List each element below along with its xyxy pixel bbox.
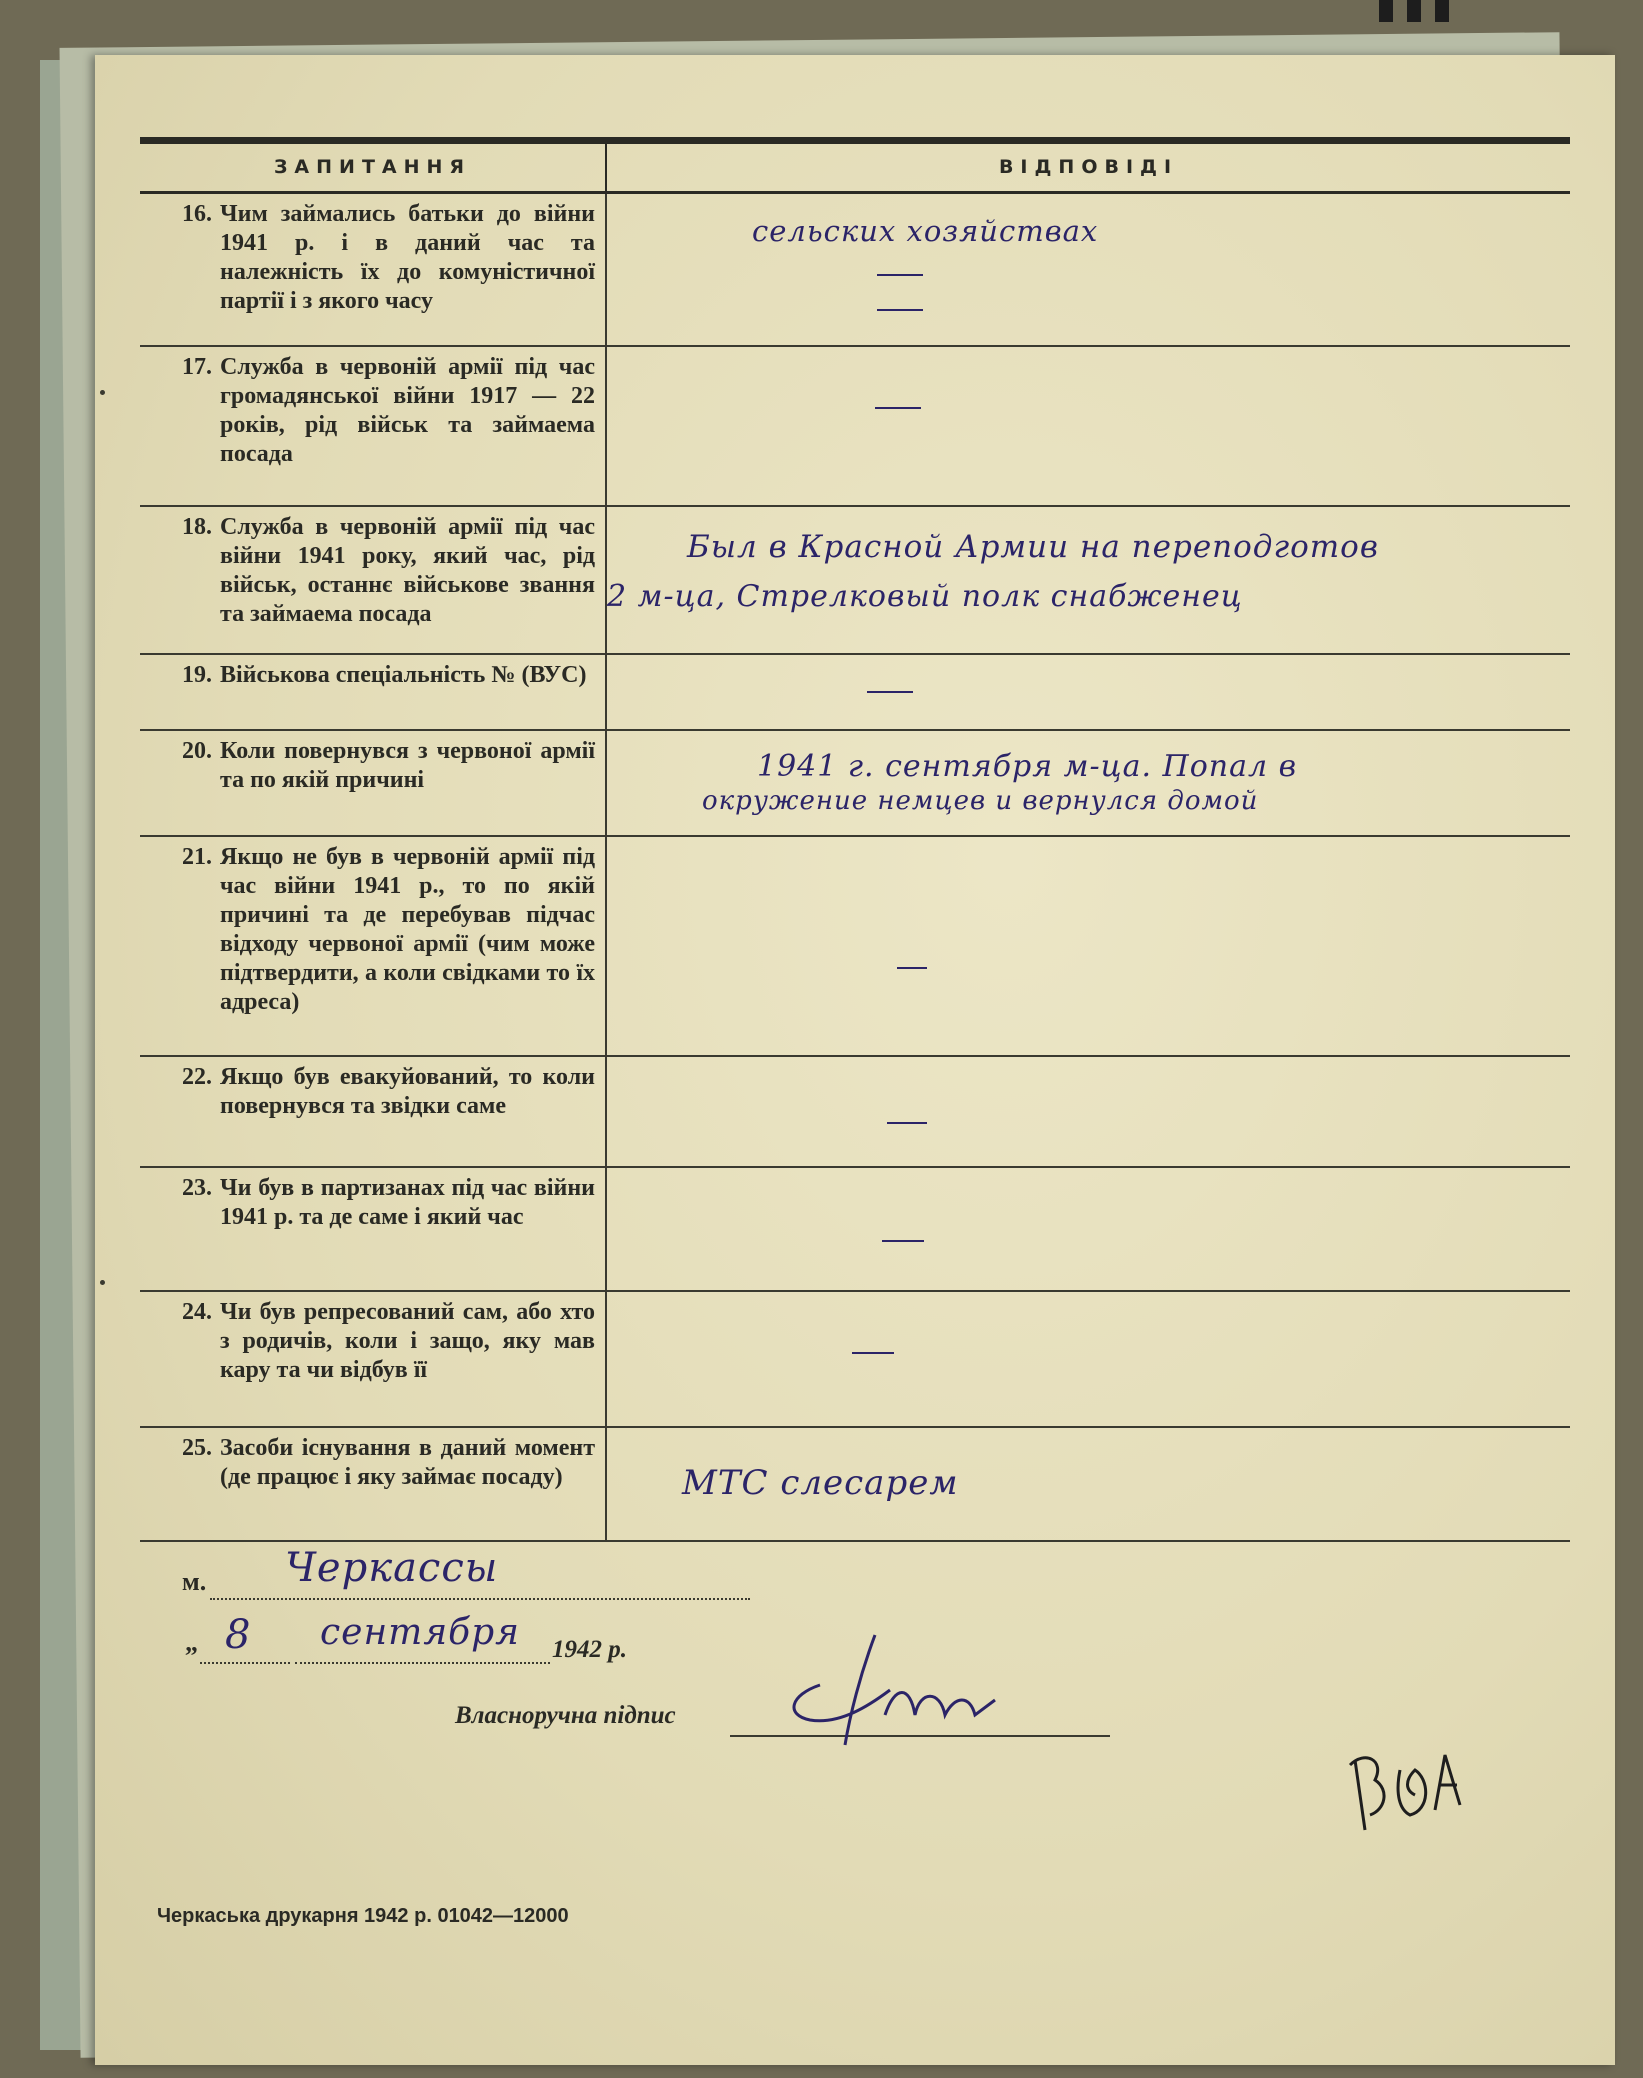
table-row	[140, 1427, 1570, 1541]
dash-mark	[882, 1240, 924, 1242]
city-underline	[210, 1598, 750, 1600]
question-cell	[140, 1427, 606, 1541]
question-number: 17.	[182, 353, 212, 380]
handwritten-city: Черкассы	[285, 1545, 499, 1591]
dash-mark	[877, 309, 923, 311]
registry-mark	[1345, 1740, 1475, 1840]
question-text: Служба в червоній армії під час громадянської війни 1917 — 22 років, рід військ та займаема посада	[220, 353, 595, 467]
dash-mark	[875, 407, 921, 409]
answer-cell	[606, 654, 1570, 730]
answer-cell	[606, 730, 1570, 836]
question-text: Коли повернувся з червоної армії та по якій причині	[220, 738, 595, 794]
question-text: Якщо був евакуйований, то коли повернувся та звідки саме	[220, 1063, 595, 1119]
dash-mark	[877, 274, 923, 276]
question-text: Служба в червоній армії під час війни 1941 року, який час, рід військ, останнє військове звання та займаема посада	[220, 514, 595, 628]
question-cell	[140, 506, 606, 654]
table-row	[140, 506, 1570, 654]
folder-tab-marks	[1379, 0, 1463, 26]
handwritten-answer-line1: Был в Красной Армии на переподготов	[687, 529, 1379, 566]
question-number: 21.	[182, 843, 212, 870]
dash-mark	[852, 1352, 894, 1354]
question-cell	[140, 192, 606, 345]
dash-mark	[897, 967, 927, 969]
question-number: 23.	[182, 1174, 212, 1201]
table-header	[140, 141, 1570, 193]
question-text: Якщо не був в червоній армії під час війни 1941 р., то по якій причині та де перебував підчас відходу червоної армії (чим може підтвердити, а коли свідками то їх адреса)	[220, 843, 595, 1015]
question-cell	[140, 1291, 606, 1426]
table-row	[140, 1167, 1570, 1292]
table-row	[140, 654, 1570, 730]
question-text: Чи був в партизанах під час війни 1941 р. та де саме і який час	[220, 1174, 595, 1230]
question-cell	[140, 346, 606, 507]
question-number: 20.	[182, 738, 212, 765]
day-underline	[200, 1662, 290, 1664]
question-cell	[140, 654, 606, 730]
question-text: Військова спеціальність № (ВУС)	[220, 662, 587, 689]
handwritten-answer-line2: окружение немцев и вернулся домой	[702, 786, 1259, 817]
answer-cell	[606, 1167, 1570, 1292]
question-number: 25.	[182, 1434, 212, 1461]
city-prefix: м.	[182, 1567, 207, 1596]
printer-imprint: Черкаська друкарня 1942 р. 01042—12000	[157, 1905, 569, 1927]
signature-label: Власноручна підпис	[455, 1702, 676, 1729]
signature-mark	[780, 1605, 1030, 1755]
question-cell	[140, 1167, 606, 1292]
table-row	[140, 1056, 1570, 1167]
question-cell	[140, 730, 606, 836]
punch-dot	[100, 1280, 105, 1285]
handwritten-answer: сельских хозяйствах	[752, 213, 1099, 248]
handwritten-day: 8	[225, 1612, 252, 1658]
table-row	[140, 346, 1570, 507]
punch-dot	[100, 390, 105, 395]
handwritten-answer: МТС слесарем	[682, 1462, 959, 1503]
dash-mark	[887, 1122, 927, 1124]
answer-cell	[606, 506, 1570, 654]
question-number: 18.	[182, 514, 212, 541]
answer-cell	[606, 346, 1570, 507]
question-cell	[140, 836, 606, 1056]
question-text: Чи був репресований сам, або хто з родичів, коли і защо, яку мав кару та чи відбув її	[220, 1299, 595, 1384]
table-row	[140, 192, 1570, 345]
answers-header: ВІДПОВІДІ	[606, 141, 1570, 193]
question-text: Засоби існування в даний момент (де працює і яку займає посаду)	[220, 1434, 595, 1490]
month-underline	[295, 1662, 550, 1664]
question-cell	[140, 1056, 606, 1167]
date-quote: „	[185, 1628, 198, 1657]
handwritten-answer-line2: 2 м-ца, Стрелковый полк снабженец	[607, 579, 1243, 615]
questions-header: ЗАПИТАННЯ	[140, 141, 606, 193]
table-row	[140, 836, 1570, 1056]
question-number: 22.	[182, 1063, 212, 1090]
answer-cell	[606, 192, 1570, 345]
answer-cell	[606, 1291, 1570, 1426]
handwritten-month: сентября	[320, 1612, 521, 1653]
table-row	[140, 1291, 1570, 1426]
questionnaire-table	[140, 137, 1570, 1542]
table-row	[140, 730, 1570, 836]
question-number: 24.	[182, 1299, 212, 1326]
question-number: 16.	[182, 200, 212, 227]
handwritten-answer-line1: 1941 г. сентября м-ца. Попал в	[757, 749, 1298, 785]
date-year: 1942 р.	[552, 1636, 627, 1663]
question-text: Чим займались батьки до війни 1941 р. і в даний час та належність їх до комуністичної партії і з якого часу	[220, 200, 595, 314]
dash-mark	[867, 691, 913, 693]
answer-cell	[606, 836, 1570, 1056]
answer-cell	[606, 1056, 1570, 1167]
question-number: 19.	[182, 662, 212, 689]
answer-cell	[606, 1427, 1570, 1541]
